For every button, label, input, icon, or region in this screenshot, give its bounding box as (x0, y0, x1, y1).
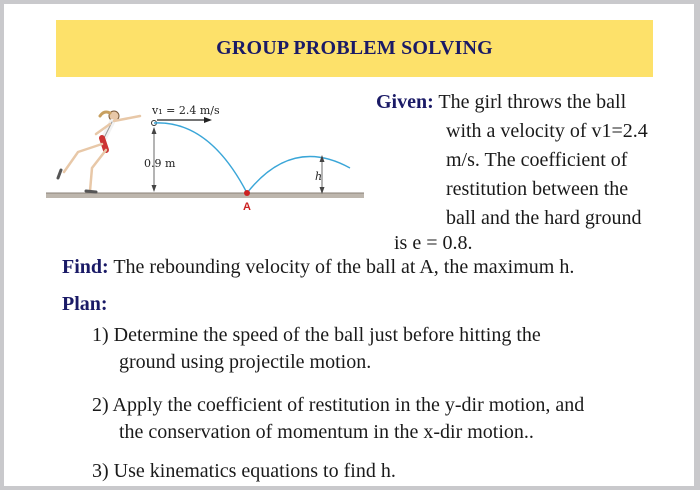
plan-step-text: 1) Determine the speed of the ball just before hitting the (92, 324, 541, 346)
ground (46, 193, 364, 198)
page-title: GROUP PROBLEM SOLVING (216, 37, 493, 59)
find-label: Find: (62, 256, 109, 278)
given-line-1: The girl throws the ball (438, 91, 627, 113)
given-label: Given: (376, 91, 434, 113)
given-block (376, 88, 648, 229)
plan-step-cont: the conservation of momentum in the x-dir motion.. (119, 421, 534, 443)
given-line: ball and the hard ground (446, 207, 642, 229)
plan-step-3 (92, 458, 396, 485)
given-line: m/s. The coefficient of (446, 149, 628, 171)
plan-step-1 (92, 322, 541, 376)
given-tail: is e = 0.8. (394, 232, 473, 254)
trajectory-2 (247, 156, 350, 193)
find-block (62, 256, 574, 279)
point-a-marker (244, 190, 250, 196)
plan-step-text: 2) Apply the coefficient of restitution in the y-dir motion, and (92, 394, 585, 416)
h-label: h (315, 170, 323, 183)
plan-step-2 (92, 392, 584, 446)
given-line: restitution between the (446, 178, 629, 200)
plan-label: Plan: (62, 293, 108, 315)
girl-figure (58, 111, 140, 192)
given-line: with a velocity of v1=2.4 (446, 120, 648, 142)
slide (4, 4, 694, 486)
point-a-label: A (243, 201, 251, 213)
plan-step-cont: ground using projectile motion. (119, 351, 372, 373)
given-body (446, 117, 686, 233)
velocity-label: v₁ = 2.4 m/s (152, 104, 220, 117)
projectile-figure (44, 96, 374, 221)
find-text: The rebounding velocity of the ball at A, the maximum h. (113, 256, 575, 278)
plan-step-text: 3) Use kinematics equations to find h. (92, 460, 396, 482)
title-banner (56, 20, 653, 77)
height-label: 0.9 m (144, 157, 176, 170)
